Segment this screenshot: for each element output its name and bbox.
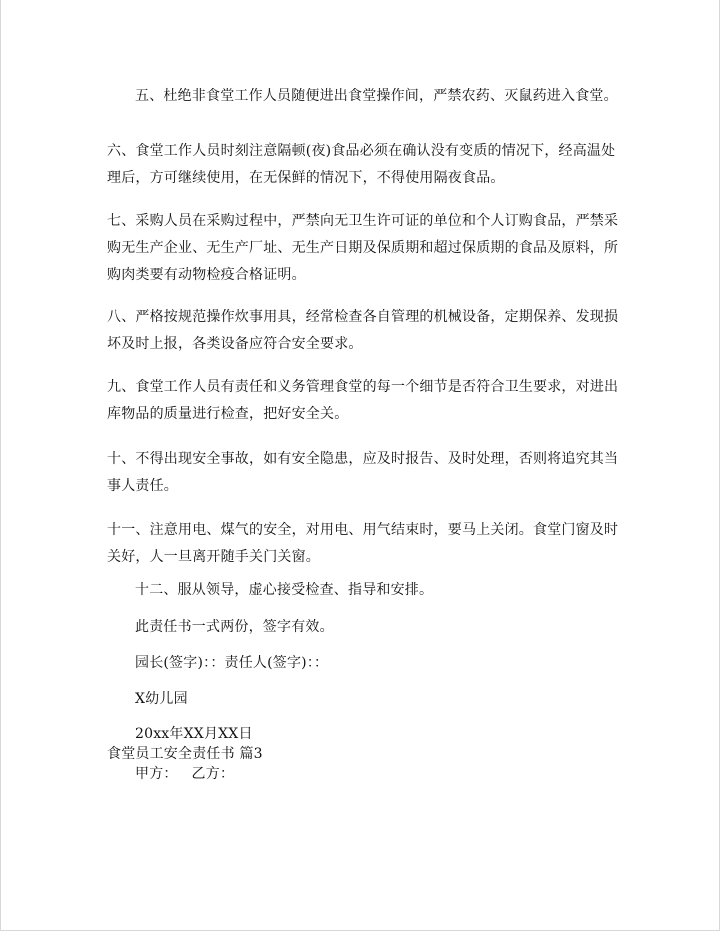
paragraph-8 bbox=[107, 304, 618, 358]
paragraph-6-line-2: 理后，方可继续使用，在无保鲜的情况下，不得使用隔夜食品。 bbox=[107, 170, 505, 186]
paragraph-6-line-1: 六、食堂工作人员时刻注意隔顿(夜)食品必须在确认没有变质的情况下，经高温处 bbox=[107, 143, 616, 159]
paragraph-6 bbox=[107, 138, 615, 192]
paragraph-8-line-2: 坏及时上报，各类设备应符合安全要求。 bbox=[107, 336, 363, 352]
paragraph-7-line-2: 购无生产企业、无生产厂址、无生产日期及保质期和超过保质期的食品及原料，所 bbox=[107, 240, 619, 256]
signature-line: 园长(签字)：：责任人(签字)：： bbox=[135, 655, 329, 671]
paragraph-11-line-1: 十一、注意用电、煤气的安全，对用电、用气结束时，要马上关闭。食堂门窗及时 bbox=[107, 522, 619, 538]
paragraph-10-line-2: 事人责任。 bbox=[107, 478, 178, 494]
paragraph-10 bbox=[107, 446, 618, 500]
validity-statement: 此责任书一式两份，签字有效。 bbox=[135, 619, 334, 635]
paragraph-11-line-2: 关好，人一旦离开随手关门关窗。 bbox=[107, 549, 320, 565]
parties-line: 甲方： 乙方： bbox=[135, 766, 235, 782]
paragraph-10-line-1: 十、不得出现安全事故，如有安全隐患，应及时报告、及时处理，否则将追究其当 bbox=[107, 451, 619, 467]
paragraph-8-line-1: 八、严格按规范操作炊事用具，经常检查各自管理的机械设备，定期保养、发现损 bbox=[107, 309, 619, 325]
paragraph-9-line-1: 九、食堂工作人员有责任和义务管理食堂的每一个细节是否符合卫生要求，对进出 bbox=[107, 379, 619, 395]
next-section-title: 食堂员工安全责任书 篇3 bbox=[107, 746, 263, 762]
organization-name: X幼儿园 bbox=[135, 691, 188, 707]
paragraph-9-line-2: 库物品的质量进行检查，把好安全关。 bbox=[107, 406, 349, 422]
paragraph-12: 十二、服从领导，虚心接受检查、指导和安排。 bbox=[135, 582, 434, 598]
paragraph-5: 五、杜绝非食堂工作人员随便进出食堂操作间，严禁农药、灭鼠药进入食堂。 bbox=[135, 88, 618, 104]
document-date: 20xx年XX月XX日 bbox=[135, 726, 253, 742]
paragraph-7-line-1: 七、采购人员在采购过程中，严禁向无卫生许可证的单位和个人订购食品，严禁采 bbox=[107, 213, 619, 229]
paragraph-7-line-3: 购肉类要有动物检疫合格证明。 bbox=[107, 267, 306, 283]
paragraph-7 bbox=[107, 208, 618, 289]
paragraph-9 bbox=[107, 374, 618, 428]
paragraph-11 bbox=[107, 517, 618, 571]
